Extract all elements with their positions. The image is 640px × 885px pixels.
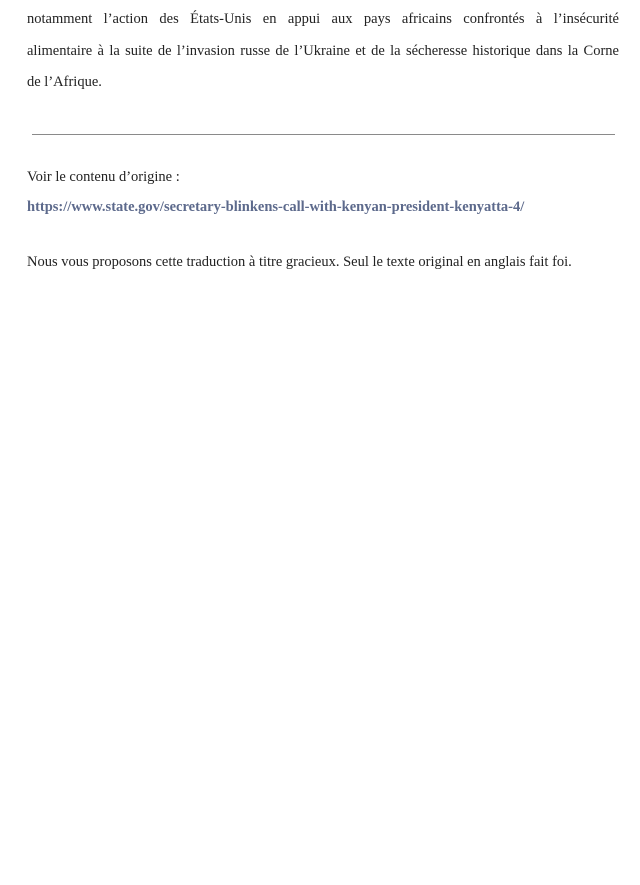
translation-disclaimer: Nous vous proposons cette traduction à titre gracieux. Seul le texte original en anglais fait foi. — [27, 254, 572, 270]
body-paragraph — [27, 0, 619, 99]
source-label: Voir le contenu d’origine : — [27, 169, 180, 185]
paragraph-line: alimentaire à la suite de l’invasion russe de l’Ukraine et de la sécheresse historique dans la Corne — [27, 42, 619, 59]
paragraph-line: de l’Afrique. — [27, 74, 102, 90]
paragraph-line: notamment l’action des États-Unis en appui aux pays africains confrontés à l’insécurité — [27, 11, 619, 27]
source-link[interactable]: https://www.state.gov/secretary-blinkens-call-with-kenyan-president-kenyatta-4/ — [27, 199, 525, 215]
horizontal-divider — [32, 134, 615, 135]
document-page — [27, 0, 619, 270]
